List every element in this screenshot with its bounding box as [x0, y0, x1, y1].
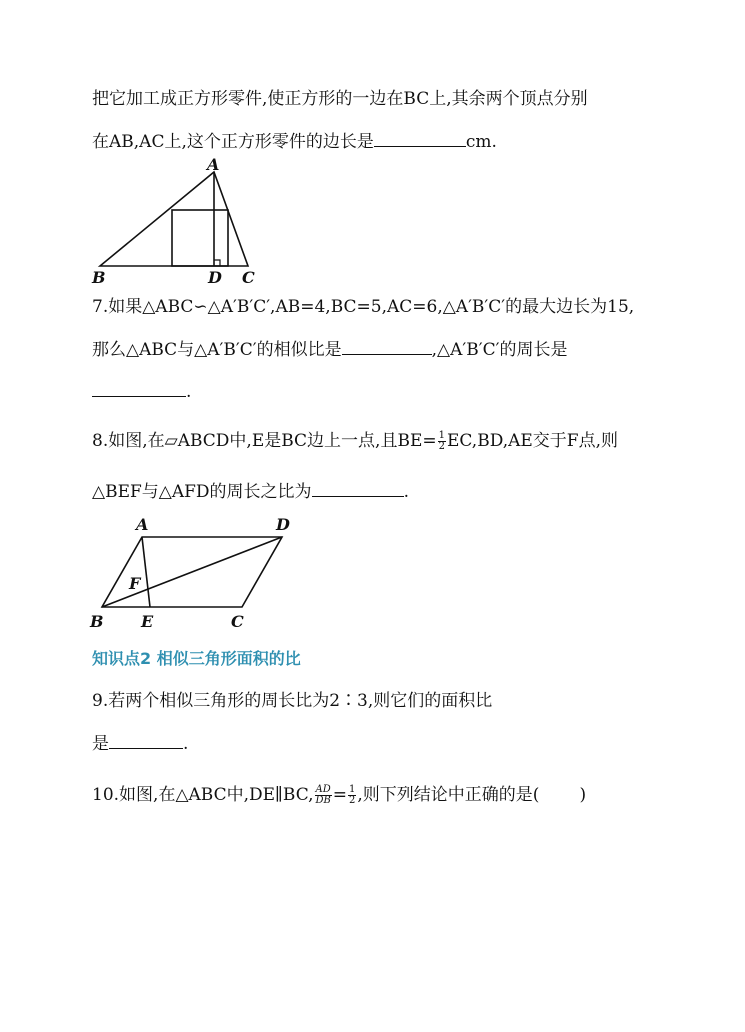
label-c: C	[231, 612, 244, 631]
frac-num: 1	[438, 430, 445, 441]
q8-line1	[92, 430, 618, 452]
q6-unit: cm.	[465, 132, 497, 152]
answer-blank-q9[interactable]	[109, 732, 183, 749]
answer-blank-q8[interactable]	[312, 480, 404, 497]
q9-text-1: 9.若两个相似三角形的周长比为2∶3,则它们的面积比	[92, 691, 493, 711]
fraction-one-half	[438, 431, 446, 452]
frac-num-ad: AD	[315, 784, 331, 795]
section-heading	[92, 648, 301, 670]
answer-blank-q7-ratio[interactable]	[342, 338, 432, 355]
answer-blank-q7-perimeter[interactable]	[92, 380, 186, 397]
label-d: D	[208, 268, 222, 287]
q7-line3	[92, 380, 191, 403]
triangle-abc	[100, 172, 248, 266]
frac-den-db: DB	[315, 795, 331, 806]
q8-end: .	[403, 482, 409, 502]
label-a: A	[136, 515, 149, 534]
inscribed-square	[172, 210, 228, 266]
q7-end: .	[186, 382, 192, 402]
label-a: A	[207, 158, 220, 174]
q9-line1	[92, 690, 492, 712]
q7-text-2b: ,△A′B′C′的周长是	[431, 340, 568, 360]
frac-den: 2	[438, 441, 445, 452]
q10-line1	[92, 784, 586, 806]
label-b: B	[90, 612, 104, 631]
label-e: E	[141, 612, 154, 631]
segment-ae	[142, 537, 150, 607]
label-c: C	[242, 268, 255, 287]
q9-line2	[92, 732, 188, 755]
label-b: B	[92, 268, 106, 287]
fraction-one-half-q10	[348, 785, 356, 806]
figure-parallelogram	[88, 512, 303, 637]
label-f: F	[129, 574, 141, 593]
q6-line2	[92, 130, 497, 153]
q10-text-1: 10.如图,在△ABC中,DE∥BC,	[92, 785, 314, 805]
q10-text-2: ,则下列结论中正确的是(	[357, 785, 540, 805]
right-angle-mark	[214, 260, 220, 266]
q8-text-1: 8.如图,在▱ABCD中,E是BC边上一点,且BE=	[92, 431, 437, 451]
frac-num-1: 1	[349, 784, 356, 795]
q9-text-2: 是	[92, 734, 109, 754]
section-heading-text: 知识点2 相似三角形面积的比	[92, 649, 301, 668]
q7-text-1: 7.如果△ABC∽△A′B′C′,AB=4,BC=5,AC=6,△A′B′C′的最大边长为15,	[92, 297, 635, 317]
q9-end: .	[183, 734, 189, 754]
frac-den-2: 2	[349, 795, 356, 806]
fraction-ad-db	[315, 785, 332, 806]
q8-text-2: EC,BD,AE交于F点,则	[446, 431, 619, 451]
answer-blank-q6[interactable]	[374, 130, 466, 147]
figure-triangle-square	[90, 158, 280, 288]
q7-line1	[92, 296, 634, 318]
q7-line2	[92, 338, 567, 361]
label-d: D	[276, 515, 290, 534]
answer-paren-q10[interactable]	[539, 784, 579, 800]
q6-text-1: 把它加工成正方形零件,使正方形的一边在BC上,其余两个顶点分别	[92, 89, 588, 109]
diagonal-bd	[102, 537, 282, 607]
q6-text-2: 在AB,AC上,这个正方形零件的边长是	[92, 132, 374, 152]
q8-line2	[92, 480, 409, 503]
q6-line1	[92, 88, 588, 110]
equals-sign: =	[332, 785, 348, 805]
q7-text-2a: 那么△ABC与△A′B′C′的相似比是	[92, 340, 342, 360]
q10-paren-close: )	[579, 785, 587, 805]
q8-text-3: △BEF与△AFD的周长之比为	[92, 482, 312, 502]
